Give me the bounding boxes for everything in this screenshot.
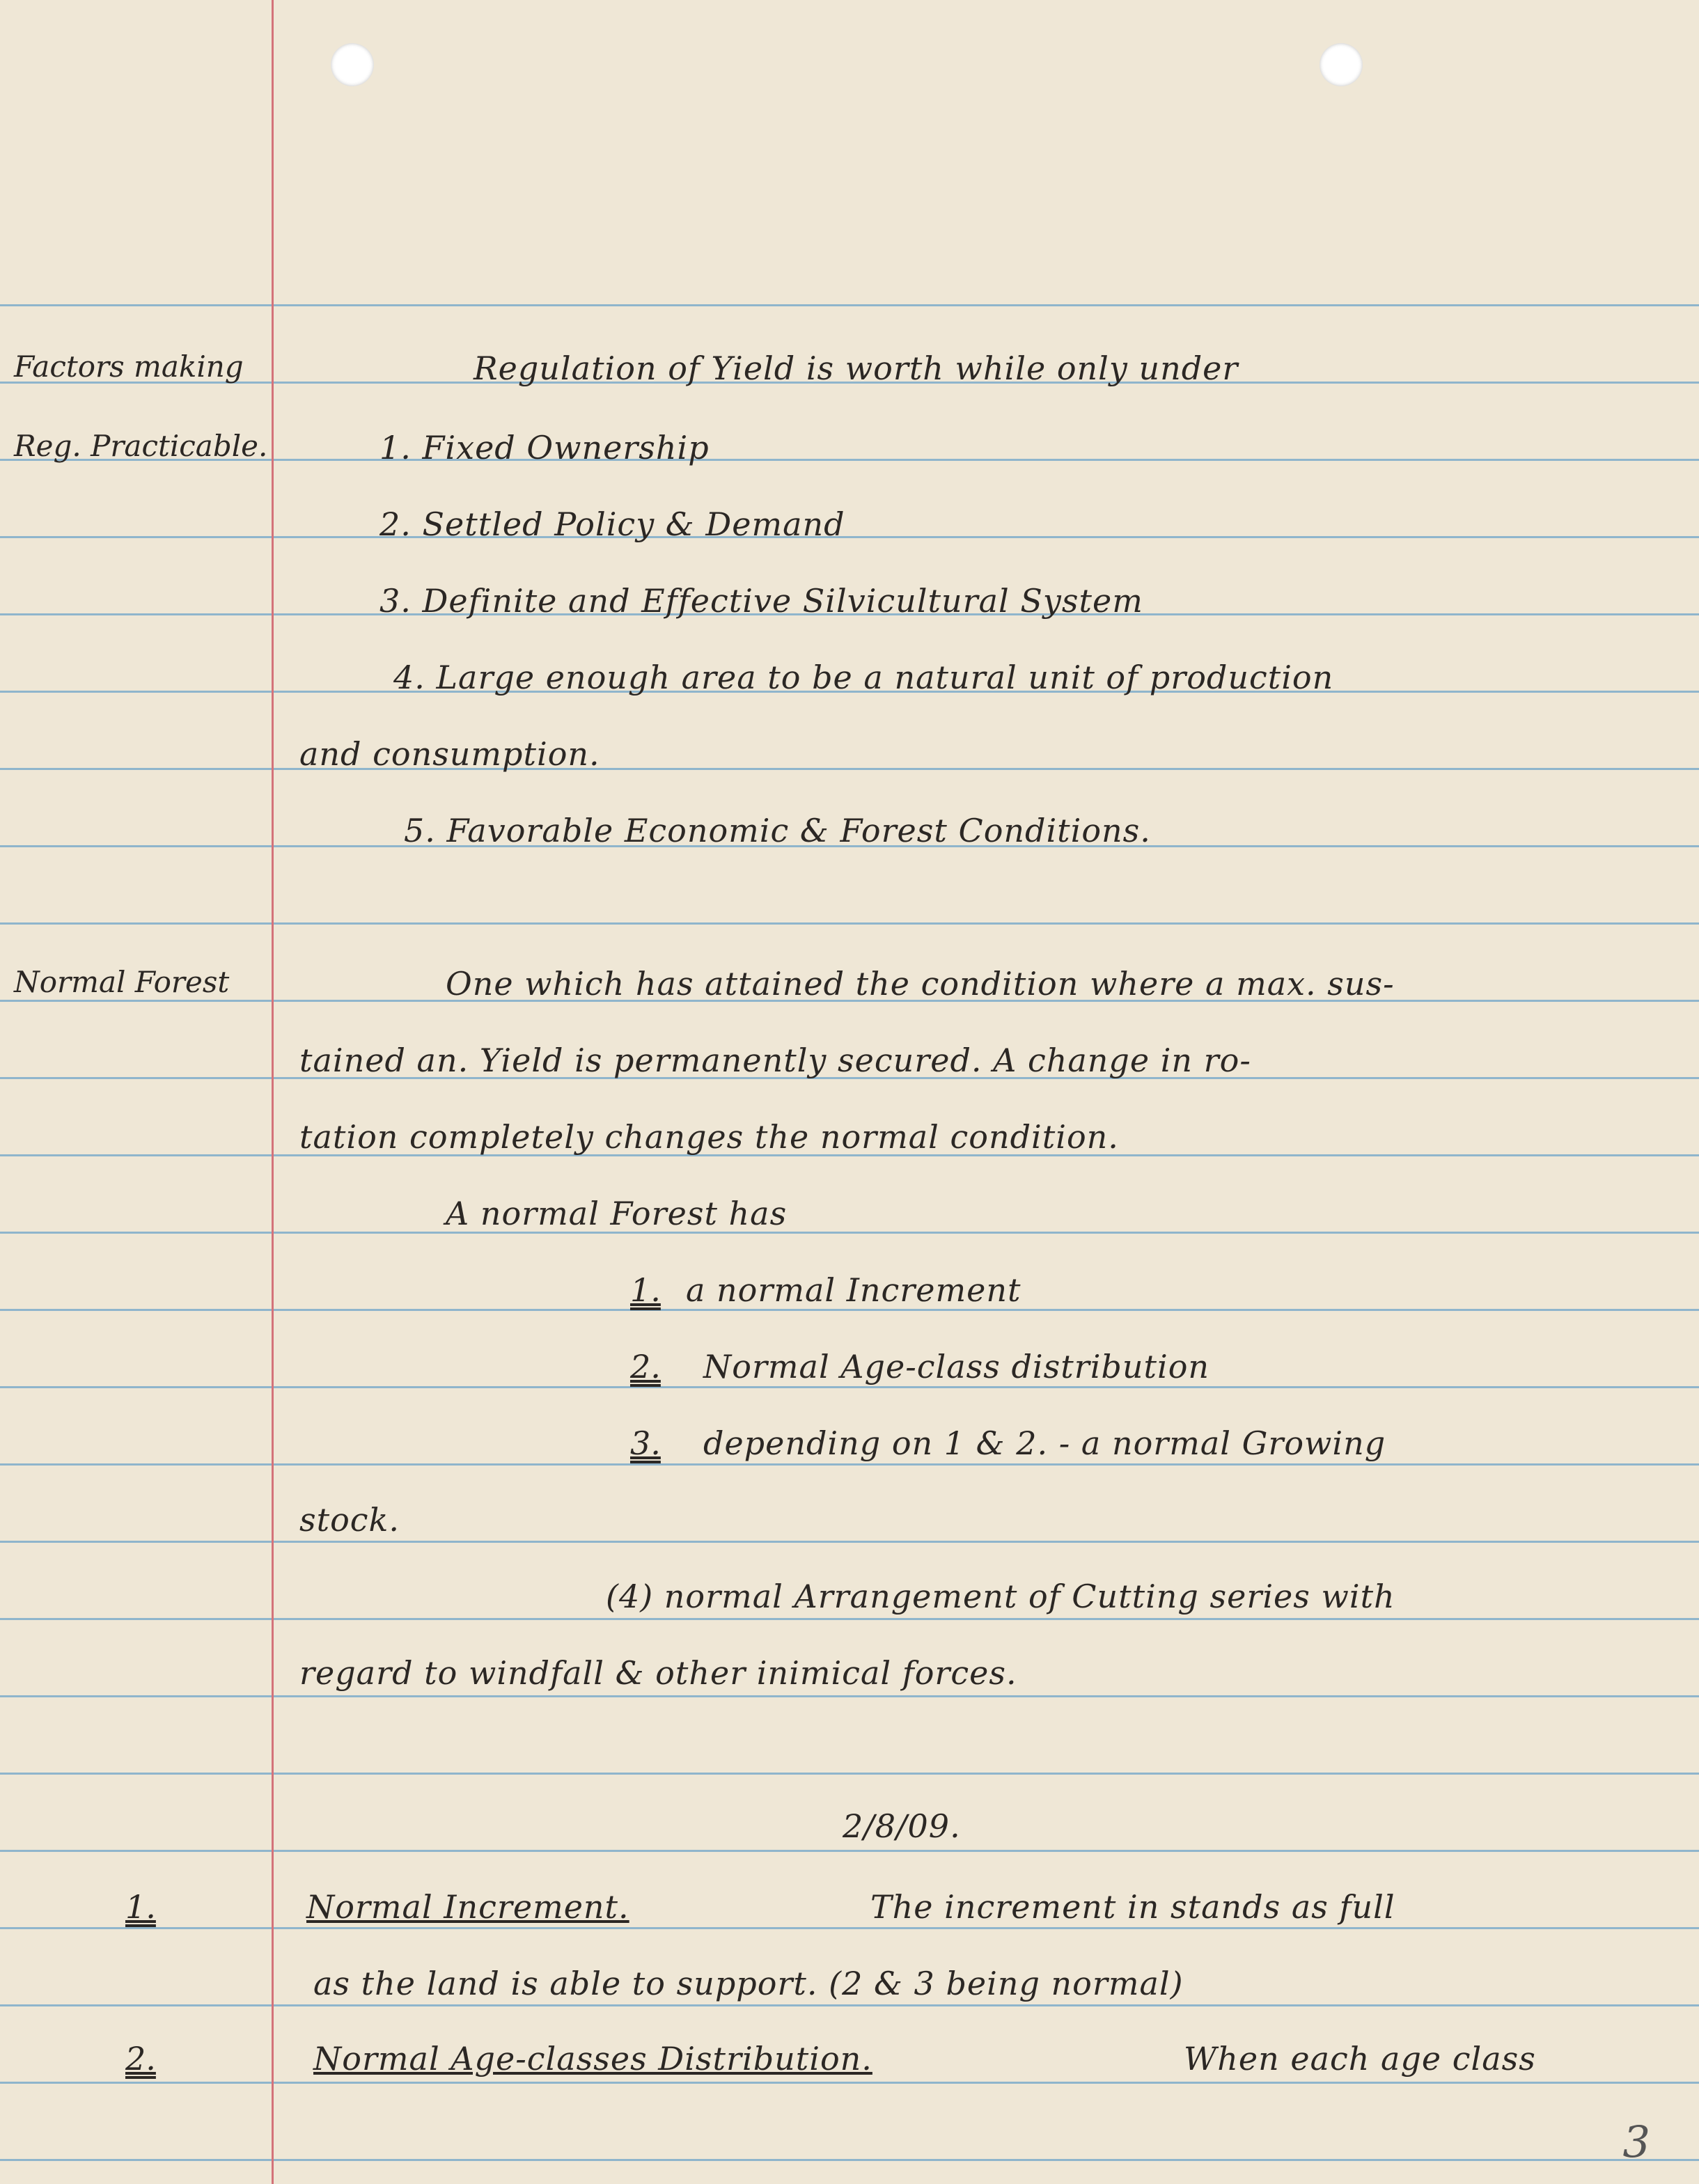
attribute-1-number: 1.: [630, 1271, 661, 1309]
condition-item-3: 3. Definite and Effective Silvicultural System: [379, 582, 1143, 620]
normal-increment-heading: Normal Increment.: [306, 1888, 629, 1926]
attribute-4-cont: regard to windfall & other inimical forces.: [299, 1654, 1017, 1692]
condition-item-4-cont: and consumption.: [299, 735, 600, 773]
normal-forest-definition-3: tation completely changes the normal condition.: [299, 1118, 1119, 1156]
condition-item-2: 2. Settled Policy & Demand: [379, 505, 845, 543]
regulation-intro: Regulation of Yield is worth while only under: [473, 349, 1239, 387]
attribute-1: a normal Increment: [686, 1271, 1021, 1309]
condition-item-5: 5. Favorable Economic & Forest Conditions.: [404, 812, 1151, 849]
page-number: 3: [1622, 2116, 1650, 2167]
condition-item-4: 4. Large enough area to be a natural unit of production: [393, 659, 1334, 696]
margin-mark-2: 2.: [125, 2040, 156, 2077]
normal-increment-text-cont: as the land is able to support. (2 & 3 being normal): [313, 1965, 1184, 2002]
age-class-text: When each age class: [1184, 2040, 1536, 2077]
margin-note-factors-1: Factors making: [14, 349, 244, 384]
punch-hole-left: [331, 43, 374, 86]
normal-forest-definition-1: One which has attained the condition where a max. sus-: [446, 965, 1395, 1003]
margin-note-factors-2: Reg. Practicable.: [14, 429, 268, 463]
margin-mark-1: 1.: [125, 1888, 156, 1926]
attribute-3: depending on 1 & 2. - a normal Growing: [703, 1424, 1386, 1462]
attribute-3-number: 3.: [630, 1424, 661, 1462]
normal-increment-text: The increment in stands as full: [870, 1888, 1395, 1926]
margin-note-normal-forest: Normal Forest: [14, 965, 230, 999]
condition-item-1: 1. Fixed Ownership: [379, 429, 710, 466]
attribute-2-number: 2.: [630, 1348, 661, 1385]
normal-forest-definition-2: tained an. Yield is permanently secured. A change in ro-: [299, 1042, 1251, 1079]
attribute-2: Normal Age-class distribution: [703, 1348, 1210, 1385]
attribute-3-cont: stock.: [299, 1501, 400, 1539]
age-class-heading: Normal Age-classes Distribution.: [313, 2040, 872, 2077]
attribute-4: (4) normal Arrangement of Cutting series with: [606, 1578, 1395, 1615]
red-margin-rule: [272, 0, 274, 2184]
normal-forest-has: A normal Forest has: [446, 1195, 788, 1232]
punch-hole-right: [1320, 43, 1363, 86]
page-header-area: [0, 0, 1699, 299]
entry-date: 2/8/09.: [843, 1807, 961, 1845]
